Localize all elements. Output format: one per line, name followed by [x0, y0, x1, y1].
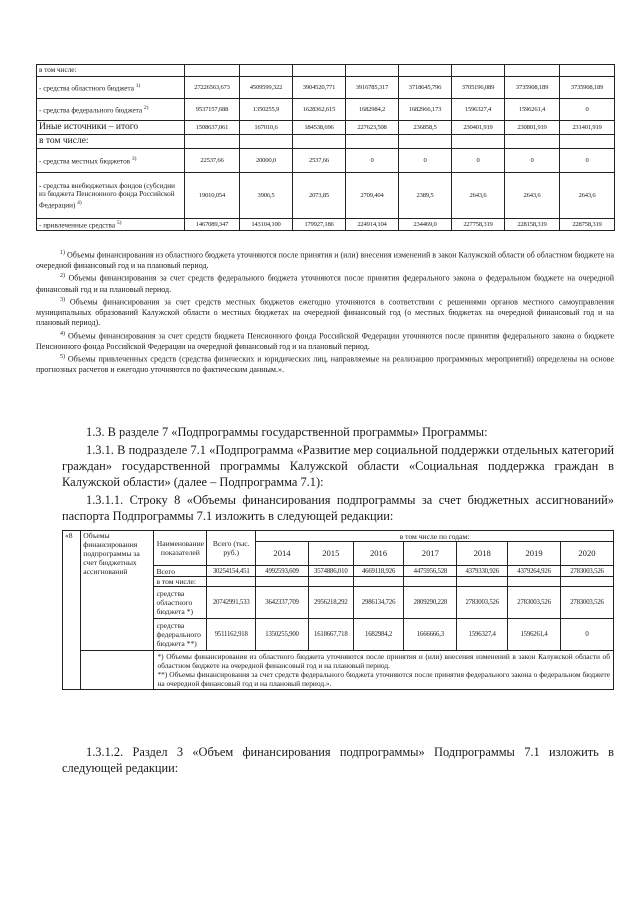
row-label: [37, 219, 185, 231]
row-label-text: в том числе:: [39, 66, 77, 75]
value-cell: 228158,319: [505, 219, 560, 231]
footnote-marker: 4): [60, 330, 65, 337]
value-cell: 231401,919: [560, 121, 615, 135]
footnote-text: Объемы финансирования за счет средств бюджета Пенсионного фонда Российской Федерации уточняются после принятия федерального закона о бюджете Пенсионного фонда Российской Федерации на очередной финансовый год и на плановый период.: [36, 331, 615, 351]
value-cell: [505, 65, 560, 77]
footnote-text: Объемы финансирования за счет средств местных бюджетов ежегодно уточняются в соответствии с решениями органов местного самоуправления муниципальных образований Калужской области о местных бюджетах на очередной финансовый год (о местных бюджетах на очередной финансовый год и на плановый период).: [36, 297, 615, 328]
value-cell: [293, 135, 346, 149]
value-cell: 143104,100: [240, 219, 293, 231]
footnote: [36, 352, 614, 375]
subprogram-financing-table: [62, 530, 614, 690]
row-label: [37, 173, 185, 219]
value-cell: 9537157,688: [185, 99, 240, 121]
value-cell: 4509599,322: [240, 77, 293, 99]
value-cell: 1682966,173: [399, 99, 452, 121]
footnote-ref: 3): [131, 156, 137, 163]
value-cell: 2783003,526: [560, 566, 613, 577]
value-cell: 228758,319: [560, 219, 615, 231]
table-row: [37, 99, 615, 121]
row-label-text: - средства местных бюджетов: [39, 157, 131, 166]
footnote: [36, 329, 614, 352]
value-cell: 1666666,3: [404, 619, 457, 651]
header-name: Наименование показателей: [154, 531, 207, 566]
value-cell: 4475956,528: [404, 566, 457, 577]
value-cell: 1508637,061: [185, 121, 240, 135]
value-cell: 4669118,926: [353, 566, 404, 577]
value-cell: 2389,5: [399, 173, 452, 219]
value-cell: 0: [560, 619, 613, 651]
value-cell: 2643,6: [505, 173, 560, 219]
value-cell: 4992593,609: [256, 566, 309, 577]
row-label: средства федерального бюджета **): [154, 619, 207, 651]
year-header: 2018: [457, 542, 508, 566]
footnote-ref: 5): [116, 220, 122, 227]
section-text-end: [62, 744, 614, 776]
row-title: Объемы финансирования подпрограммы за счет бюджетных ассигнований: [81, 531, 154, 651]
value-cell: 0: [346, 149, 399, 173]
paragraph-1-3: 1.3. В разделе 7 «Подпрограммы государственной программы» Программы:: [86, 425, 488, 439]
value-cell: 0: [560, 149, 615, 173]
value-cell: 2956218,292: [308, 587, 353, 619]
value-cell: 2709,404: [346, 173, 399, 219]
footnote: [36, 271, 614, 294]
value-cell: 4379264,926: [508, 566, 561, 577]
value-cell: 1596327,4: [457, 619, 508, 651]
value-cell: [508, 577, 561, 587]
value-cell: 2809290,228: [404, 587, 457, 619]
row-label: в том числе:: [154, 577, 207, 587]
row-label: [37, 149, 185, 173]
value-cell: 1618667,718: [308, 619, 353, 651]
row-label-text: - привлеченные средства: [39, 221, 116, 230]
value-cell: [560, 65, 615, 77]
value-cell: [308, 577, 353, 587]
value-cell: 227623,508: [346, 121, 399, 135]
value-cell: [240, 65, 293, 77]
footnote: [36, 295, 614, 329]
value-cell: [399, 65, 452, 77]
footnote-text: Объемы финансирования за счет средств федерального бюджета уточняются после принятия федерального закона о федеральном бюджете на очередной финансовый год и на плановый период.: [36, 274, 614, 294]
paragraph-1-3-1-2: 1.3.1.2. Раздел 3 «Объем финансирования подпрограммы» Подпрограммы 7.1 изложить в следующей редакции:: [62, 745, 614, 775]
value-cell: 3718645,796: [399, 77, 452, 99]
value-cell: 1628362,615: [293, 99, 346, 121]
value-cell: 227758,319: [452, 219, 505, 231]
value-cell: 1596261,4: [508, 619, 561, 651]
year-header: 2019: [508, 542, 561, 566]
table-row: [37, 77, 615, 99]
footnote-marker: 5): [60, 354, 65, 361]
value-cell: 3906,5: [240, 173, 293, 219]
year-header: 2014: [256, 542, 309, 566]
value-cell: 0: [560, 99, 615, 121]
value-cell: 224914,104: [346, 219, 399, 231]
year-header: 2016: [353, 542, 404, 566]
value-cell: [185, 65, 240, 77]
table-row: [37, 135, 615, 149]
row-label: [37, 65, 185, 77]
financing-sources-table: [36, 64, 615, 231]
footnote: [36, 248, 614, 271]
section-text: [62, 424, 614, 524]
total-cell: 30254154,451: [207, 566, 256, 577]
value-cell: 236858,5: [399, 121, 452, 135]
value-cell: 2643,6: [560, 173, 615, 219]
year-header: 2020: [560, 542, 613, 566]
footnote-ref: 4): [77, 199, 82, 206]
table-row: [37, 149, 615, 173]
year-header: 2015: [308, 542, 353, 566]
value-cell: [346, 65, 399, 77]
blank-cell: [81, 651, 154, 690]
value-cell: 1682984,2: [346, 99, 399, 121]
value-cell: [240, 135, 293, 149]
value-cell: [452, 135, 505, 149]
row-label: Всего: [154, 566, 207, 577]
header-total: Всего (тыс. руб.): [207, 531, 256, 566]
value-cell: 19010,054: [185, 173, 240, 219]
value-cell: 3705196,089: [452, 77, 505, 99]
table-row: [37, 121, 615, 135]
value-cell: [452, 65, 505, 77]
value-cell: [346, 135, 399, 149]
value-cell: 2537,66: [293, 149, 346, 173]
row-label-text: - средства федерального бюджета: [39, 106, 143, 115]
value-cell: [404, 577, 457, 587]
value-cell: 0: [399, 149, 452, 173]
total-cell: 20742991,533: [207, 587, 256, 619]
value-cell: 3916785,317: [346, 77, 399, 99]
table-footnote: *) Объемы финансирования из областного бюджета уточняются после принятия и (или) внесения изменений в закон Калужской области об областном бюджете на очередной финансовый год и на плановый период.: [157, 652, 610, 670]
value-cell: 1596261,4: [505, 99, 560, 121]
value-cell: 20000,0: [240, 149, 293, 173]
total-cell: 9511162,918: [207, 619, 256, 651]
header-years-caption: в том числе по годам:: [256, 531, 614, 542]
footnote-marker: 1): [60, 250, 65, 256]
value-cell: [353, 577, 404, 587]
value-cell: 234469,0: [399, 219, 452, 231]
footnote-ref: 1): [135, 83, 141, 90]
value-cell: [560, 577, 613, 587]
value-cell: 179927,186: [293, 219, 346, 231]
value-cell: [505, 135, 560, 149]
value-cell: 4379330,926: [457, 566, 508, 577]
value-cell: 1682984,2: [353, 619, 404, 651]
value-cell: 2073,85: [293, 173, 346, 219]
row-label: [37, 99, 185, 121]
value-cell: 0: [452, 149, 505, 173]
table-row: [37, 219, 615, 231]
footnotes-block: [36, 248, 614, 376]
value-cell: 2783003,526: [560, 587, 613, 619]
value-cell: 184538,696: [293, 121, 346, 135]
value-cell: 3642337,709: [256, 587, 309, 619]
paragraph-1-3-1-1: 1.3.1.1. Строку 8 «Объемы финансирования подпрограммы за счет бюджетных ассигнований» паспорта Подпрограммы 7.1 изложить в следующей редакции:: [62, 493, 614, 523]
row-label-text: - средства внебюджетных фондов (субсидии из бюджета Пенсионного фонда Российской Федерации): [39, 181, 175, 209]
table-row: [37, 173, 615, 219]
footnote-text: Объемы финансирования из областного бюджета уточняются после принятия и (или) внесения изменений в закон Калужской области об областном бюджете на очередной финансовый год и на плановый период.: [36, 250, 615, 271]
value-cell: 22537,66: [185, 149, 240, 173]
footnote-marker: 3): [60, 296, 65, 303]
row-number: «8: [63, 531, 81, 690]
row-label: средства областного бюджета *): [154, 587, 207, 619]
value-cell: 1467089,347: [185, 219, 240, 231]
value-cell: 1350255,9: [240, 99, 293, 121]
total-cell: [207, 577, 256, 587]
value-cell: 3735908,189: [505, 77, 560, 99]
value-cell: 1350255,900: [256, 619, 309, 651]
value-cell: 2783003,526: [457, 587, 508, 619]
table-footnote: **) Объемы финансирования за счет средств федерального бюджета уточняются после принятия федерального закона о федеральном бюджете на очередной финансовый год и на плановый период.».: [157, 670, 610, 688]
value-cell: [185, 135, 240, 149]
value-cell: 2986134,726: [353, 587, 404, 619]
value-cell: 0: [505, 149, 560, 173]
value-cell: 230401,919: [452, 121, 505, 135]
row-label: [37, 121, 185, 135]
footnotes-cell: [154, 651, 614, 690]
row-label: [37, 77, 185, 99]
footnote-text: Объемы привлеченных средств (средства физических и юридических лиц, направляемые на реализацию программных мероприятий) определены на основе прогнозных расчетов и ежегодно уточняются по фактическим данным.».: [36, 354, 614, 375]
value-cell: 2783003,526: [508, 587, 561, 619]
footnote-ref: 2): [143, 105, 149, 112]
table-row: [37, 65, 615, 77]
row-label-text: - средства областного бюджета: [39, 84, 134, 93]
value-cell: 3574886,010: [308, 566, 353, 577]
year-header: 2017: [404, 542, 457, 566]
value-cell: 3904520,771: [293, 77, 346, 99]
value-cell: [560, 135, 615, 149]
value-cell: 27226563,673: [185, 77, 240, 99]
value-cell: 2643,6: [452, 173, 505, 219]
value-cell: 230801,919: [505, 121, 560, 135]
value-cell: 1596327,4: [452, 99, 505, 121]
paragraph-1-3-1: 1.3.1. В подразделе 7.1 «Подпрограмма «Развитие мер социальной поддержки отдельных категорий граждан» государственной программы Калужской области «Социальная поддержка граждан в Калужской области» (далее – Подпрограмма 7.1):: [62, 443, 614, 489]
value-cell: [399, 135, 452, 149]
footnote-marker: 2): [60, 273, 65, 280]
header-row: [63, 531, 614, 542]
value-cell: 3735908,189: [560, 77, 615, 99]
value-cell: [256, 577, 309, 587]
footnote-row: [63, 651, 614, 690]
value-cell: [457, 577, 508, 587]
value-cell: 167010,6: [240, 121, 293, 135]
value-cell: [293, 65, 346, 77]
row-label-text: Иные источники – итого: [39, 122, 139, 132]
row-label-text: в том числе:: [39, 136, 89, 146]
row-label: [37, 135, 185, 149]
